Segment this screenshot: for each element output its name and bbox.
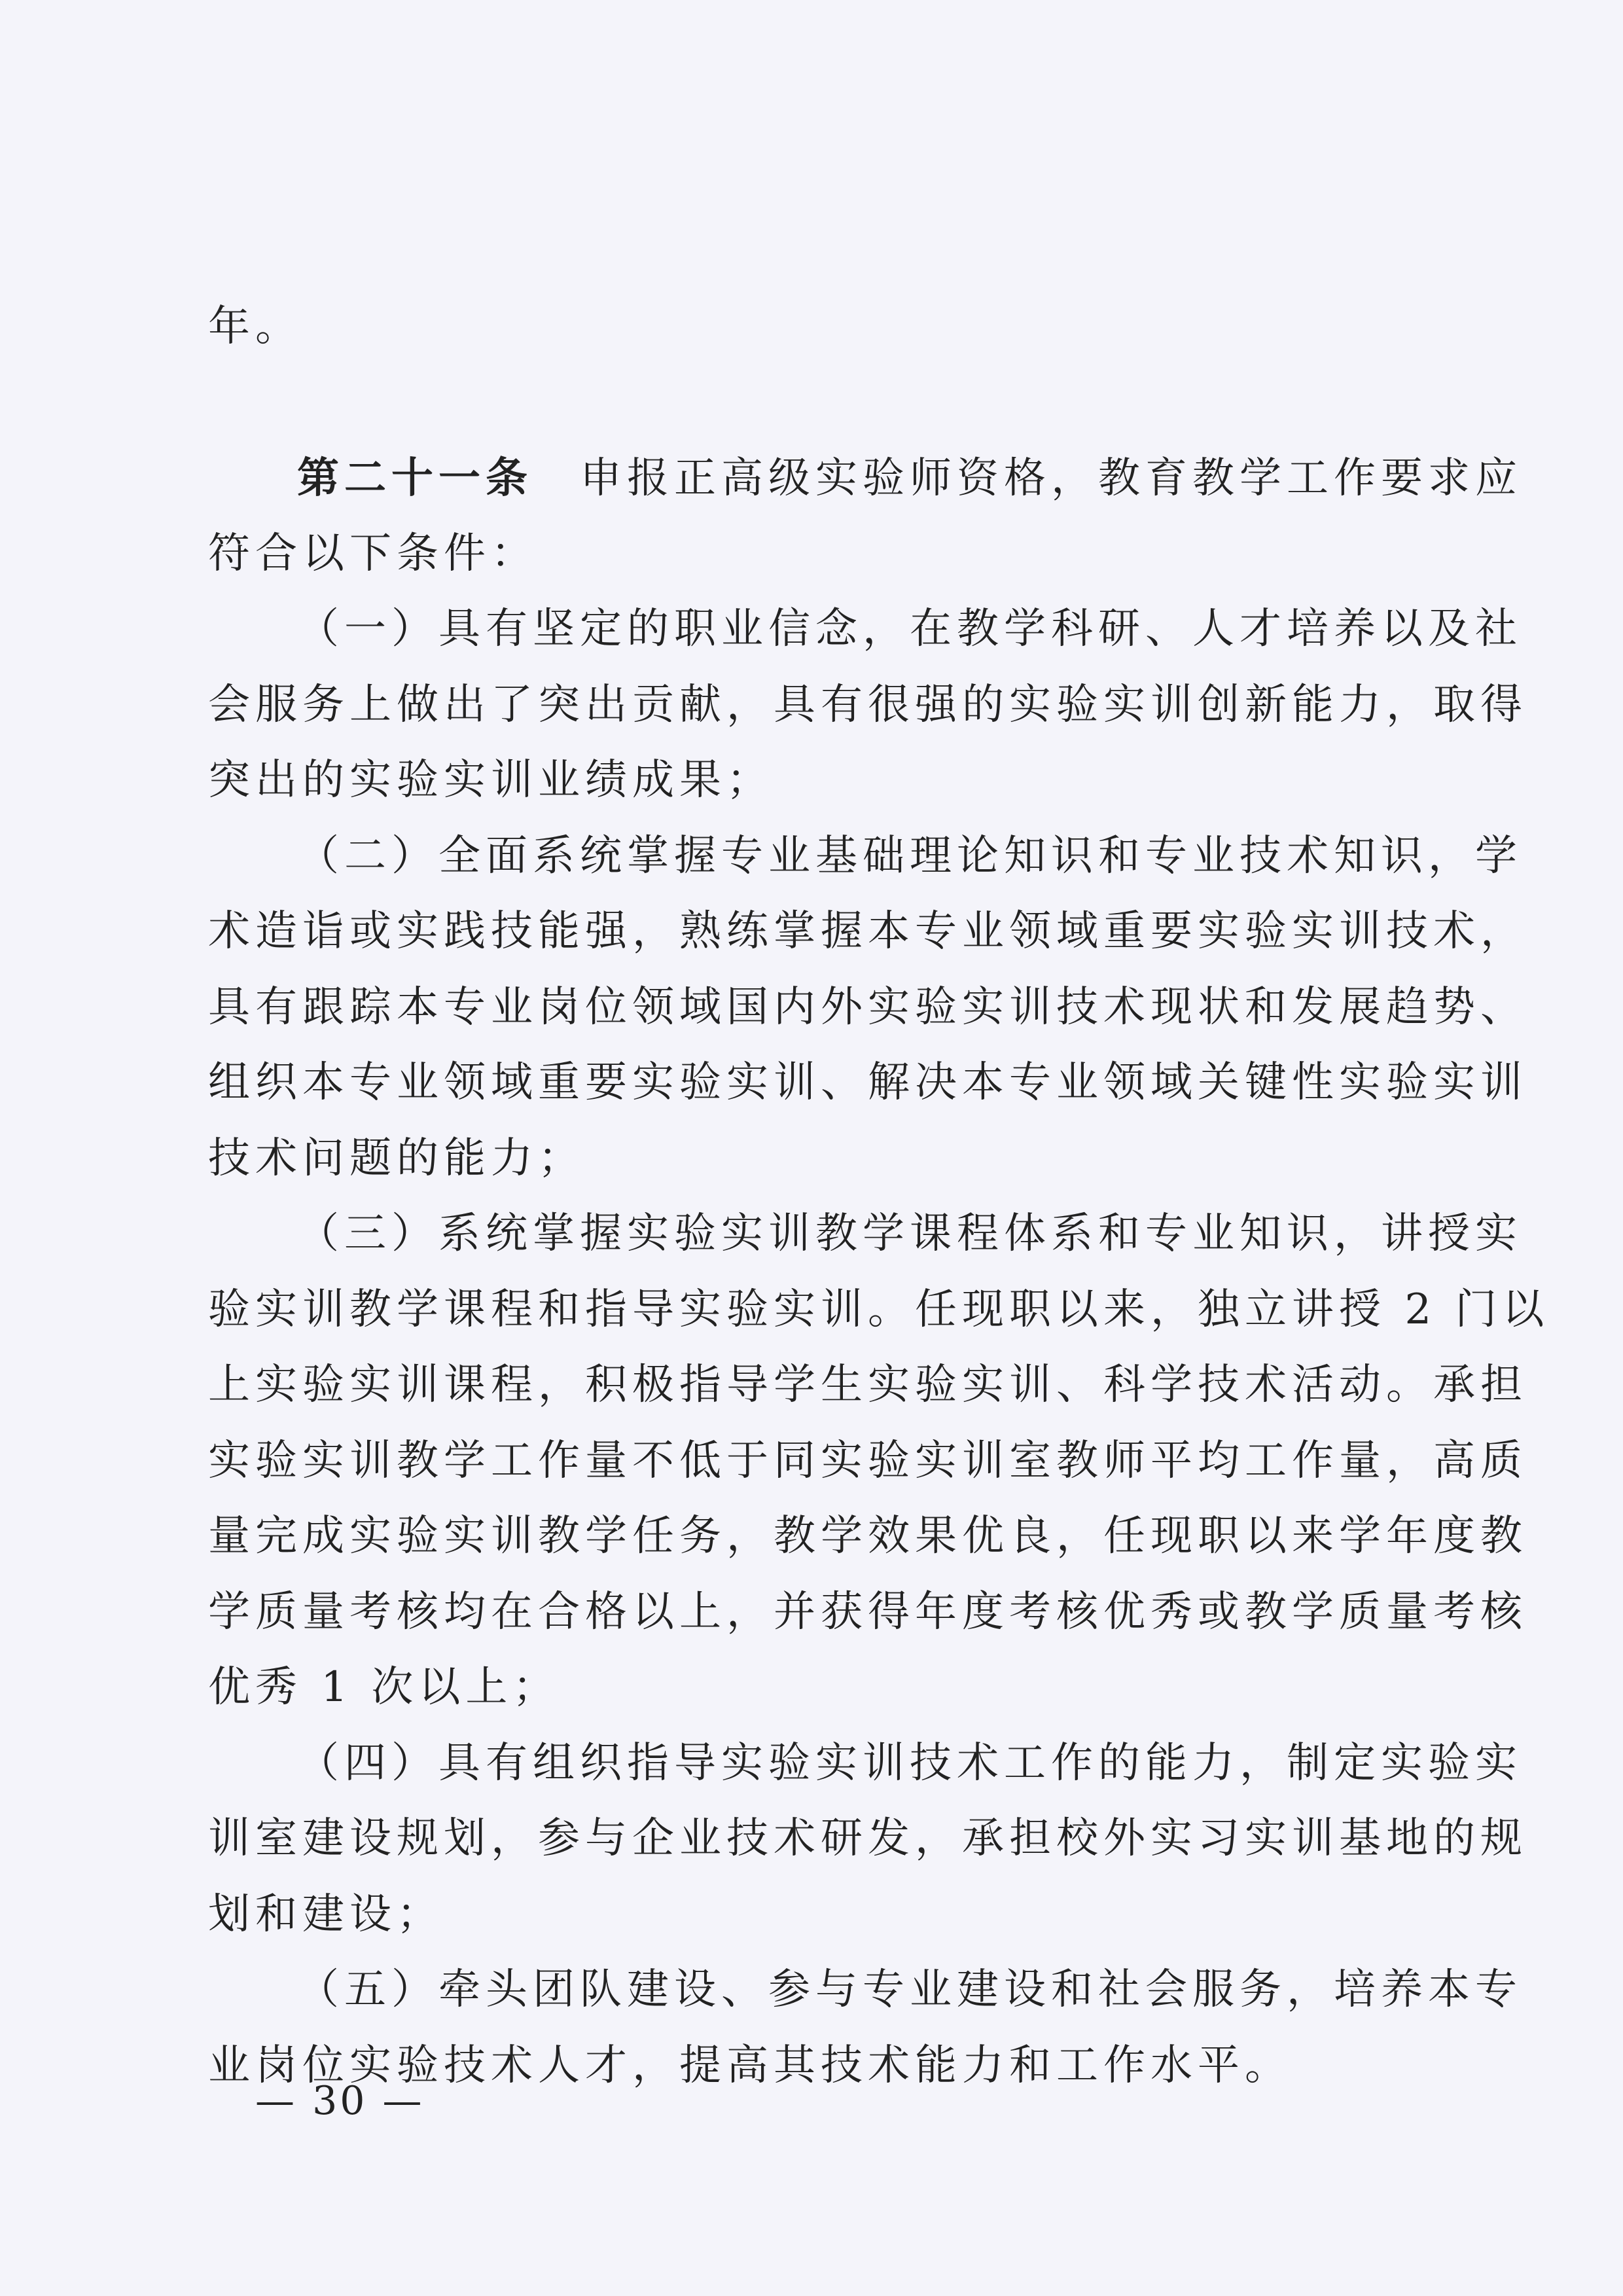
text-line: 组织本专业领域重要实验实训、解决本专业领域关键性实验实训 — [208, 1058, 1527, 1107]
text-line: 训室建设规划，参与企业技术研发，承担校外实习实训基地的规 — [208, 1814, 1527, 1863]
text-line: （五）牵头团队建设、参与专业建设和社会服务，培养本专 — [297, 1965, 1522, 2014]
text-line: 具有跟踪本专业岗位领域国内外实验实训技术现状和发展趋势、 — [208, 982, 1527, 1031]
text-line: （四）具有组织指导实验实训技术工作的能力，制定实验实 — [297, 1738, 1522, 1787]
article-text: 申报正高级实验师资格，教育教学工作要求应 — [580, 454, 1522, 503]
text-line: 符合以下条件： — [208, 529, 538, 578]
text-line: 量完成实验实训教学任务，教学效果优良，任现职以来学年度教 — [208, 1512, 1527, 1560]
text-line: 技术问题的能力； — [208, 1134, 585, 1183]
text-line: 学质量考核均在合格以上，并获得年度考核优秀或教学质量考核 — [208, 1587, 1527, 1636]
article-heading-line — [208, 440, 1522, 516]
text-line: 业岗位实验技术人才，提高其技术能力和工作水平。 — [208, 2041, 1292, 2090]
text-line: 验实训教学课程和指导实验实训。任现职以来，独立讲授 2 门以 — [208, 1285, 1550, 1334]
document-body — [208, 289, 1550, 2104]
text-line: 术造诣或实践技能强，熟练掌握本专业领域重要实验实训技术， — [208, 907, 1527, 956]
text-line: 优秀 1 次以上； — [208, 1663, 560, 1712]
text-line: 年。 — [208, 302, 302, 351]
text-line: （一）具有坚定的职业信念，在教学科研、人才培养以及社 — [297, 605, 1522, 653]
page-number: — 30 — — [255, 2078, 425, 2124]
text-line: （二）全面系统掌握专业基础理论知识和专业技术知识，学 — [297, 831, 1522, 880]
text-line-spacer — [208, 365, 1412, 441]
article-number: 第二十一条 — [297, 454, 533, 503]
text-line: 划和建设； — [208, 1890, 444, 1939]
text-line: 实验实训教学工作量不低于同实验实训室教师平均工作量，高质 — [208, 1436, 1527, 1485]
text-line: 上实验实训课程，积极指导学生实验实训、科学技术活动。承担 — [208, 1361, 1527, 1409]
text-line: （三）系统掌握实验实训教学课程体系和专业知识，讲授实 — [297, 1210, 1522, 1258]
text-line: 会服务上做出了突出贡献，具有很强的实验实训创新能力，取得 — [208, 680, 1527, 729]
text-line: 突出的实验实训业绩成果； — [208, 756, 774, 804]
